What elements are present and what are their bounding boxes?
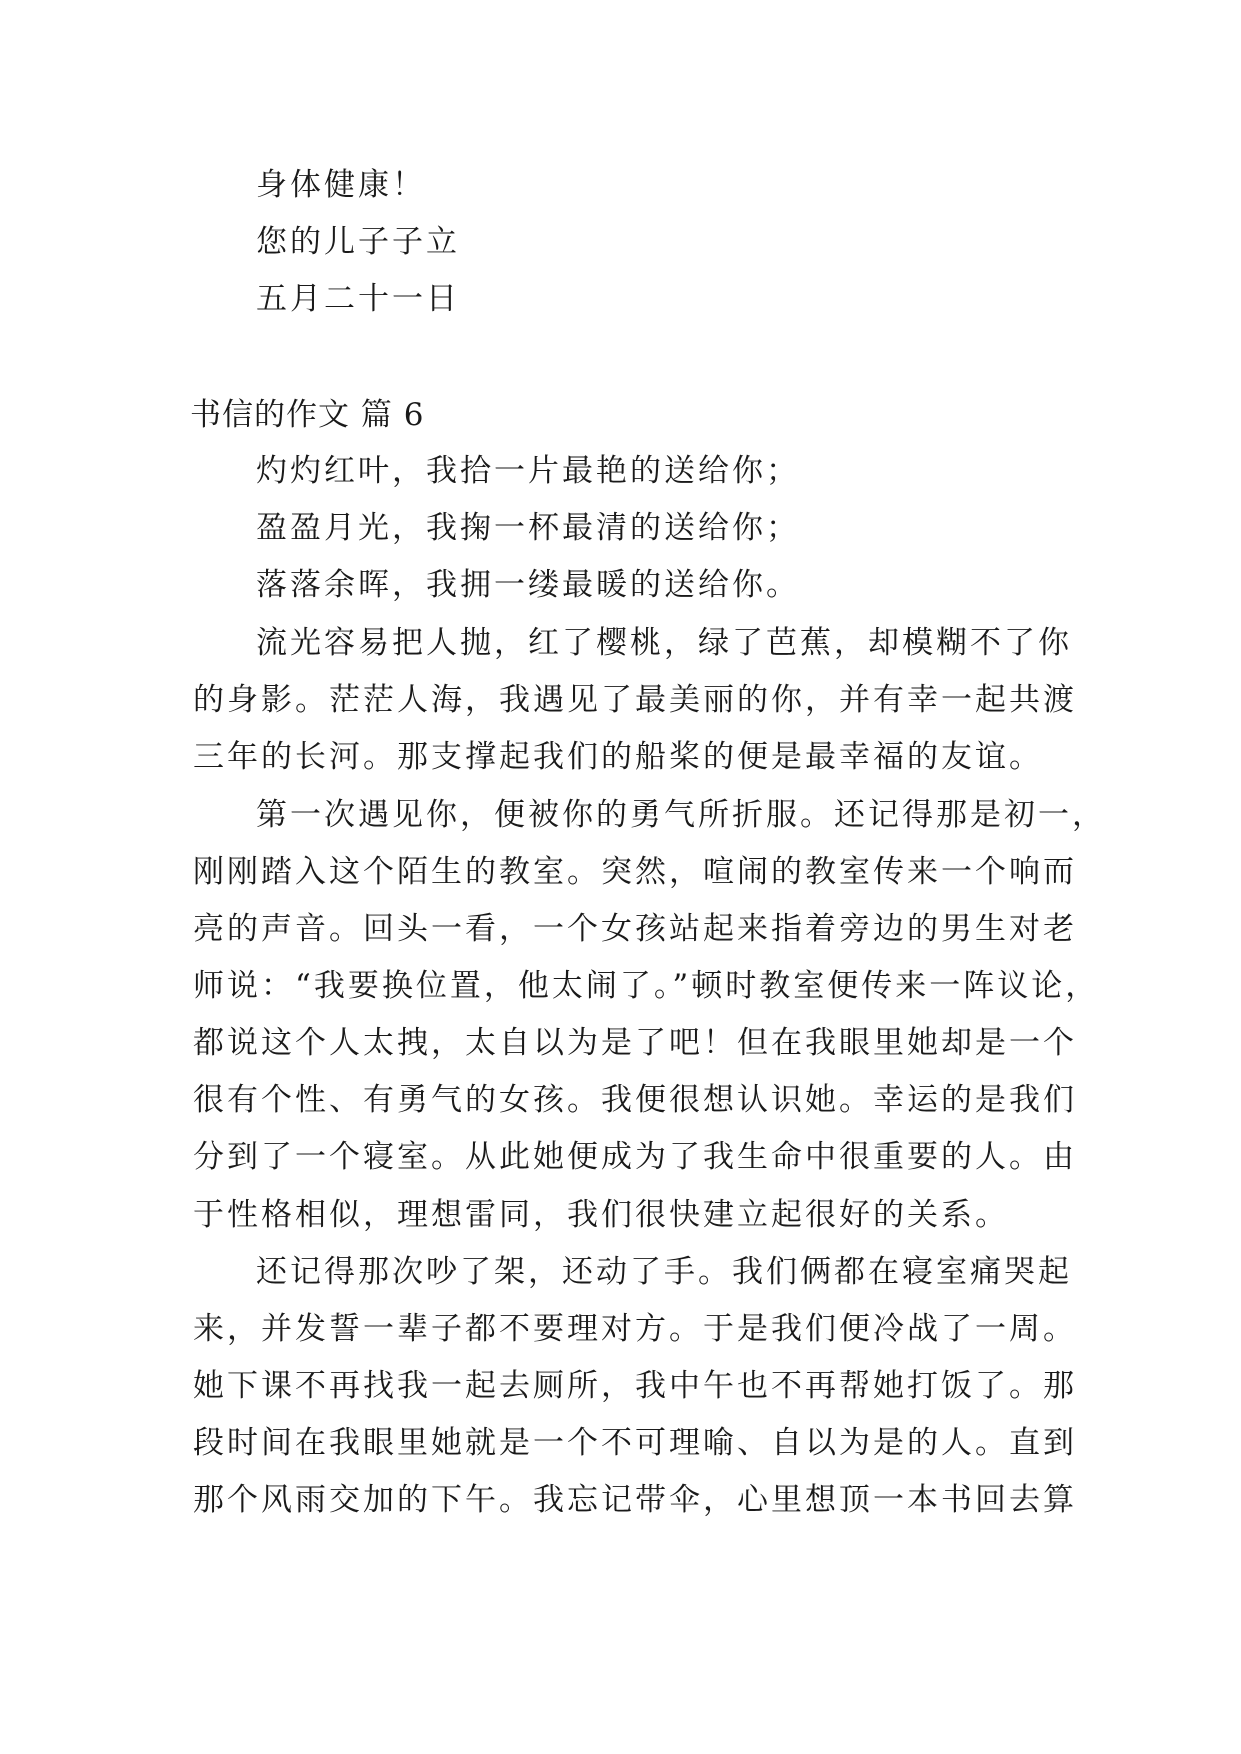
closing-wish: 身体健康！: [256, 167, 426, 203]
paragraph-line: 师说：“我要换位置，他太闹了。”顿时教室便传来一阵议论，: [193, 968, 1100, 1004]
paragraph-line: 落落余晖，我拥一缕最暖的送给你。: [256, 567, 800, 603]
paragraph-line: 她下课不再找我一起去厕所，我中午也不再帮她打饭了。那: [193, 1368, 1077, 1404]
paragraph-line: 盈盈月光，我掬一杯最清的送给你；: [256, 510, 800, 546]
paragraph-line: 的身影。茫茫人海，我遇见了最美丽的你，并有幸一起共渡: [193, 682, 1077, 718]
paragraph-line: 来，并发誓一辈子都不要理对方。于是我们便冷战了一周。: [193, 1311, 1077, 1347]
paragraph-line: 分到了一个寝室。从此她便成为了我生命中很重要的人。由: [193, 1139, 1077, 1175]
section-title: 书信的作文 篇 6: [190, 397, 425, 433]
paragraph-line: 很有个性、有勇气的女孩。我便很想认识她。幸运的是我们: [193, 1082, 1077, 1118]
paragraph-line: 段时间在我眼里她就是一个不可理喻、自以为是的人。直到: [193, 1425, 1077, 1461]
paragraph-line: 于性格相似，理想雷同，我们很快建立起很好的关系。: [193, 1197, 1009, 1233]
paragraph-line: 都说这个人太拽，太自以为是了吧！但在我眼里她却是一个: [193, 1025, 1077, 1061]
paragraph-line: 亮的声音。回头一看，一个女孩站起来指着旁边的男生对老: [193, 911, 1077, 947]
paragraph-line: 刚刚踏入这个陌生的教室。突然，喧闹的教室传来一个响而: [193, 854, 1077, 890]
paragraph-line: 灼灼红叶，我拾一片最艳的送给你；: [256, 453, 800, 489]
closing-date: 五月二十一日: [256, 281, 460, 317]
paragraph-line: 三年的长河。那支撑起我们的船桨的便是最幸福的友谊。: [193, 739, 1043, 775]
paragraph-line: 流光容易把人抛，红了樱桃，绿了芭蕉，却模糊不了你: [256, 625, 1072, 661]
paragraph-line: 还记得那次吵了架，还动了手。我们俩都在寝室痛哭起: [256, 1254, 1072, 1290]
closing-signature: 您的儿子子立: [256, 224, 460, 260]
paragraph-line: 第一次遇见你，便被你的勇气所折服。还记得那是初一，: [256, 797, 1106, 833]
paragraph-line: 那个风雨交加的下午。我忘记带伞，心里想顶一本书回去算: [193, 1482, 1077, 1518]
